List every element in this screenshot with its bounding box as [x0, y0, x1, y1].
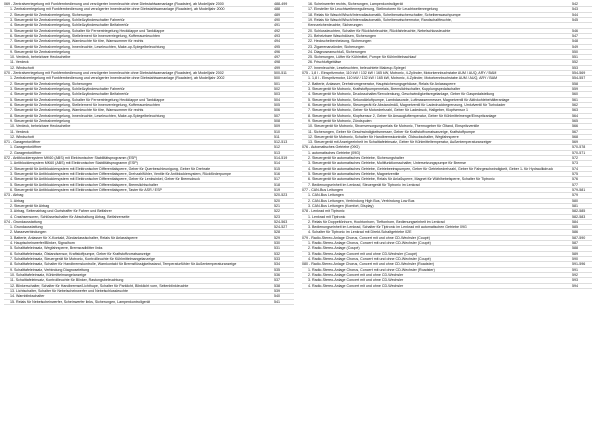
toc-entry-title: 14. Warnblinkschalter — [10, 294, 45, 299]
toc-entry-title: 3. Steuergerät für automatisches Getriebe, Multifunktionsschalter, Untersetzungspumpe für Bremse — [308, 161, 467, 166]
toc-page — [4, 2, 596, 422]
toc-entry-page: 544 — [572, 12, 578, 17]
toc-entry-page: 505 — [274, 102, 280, 107]
toc-entry-title: 2. Steuergerät für automatisches Getriebe, Sicherungshalter — [308, 156, 404, 161]
toc-entry-title: 23. Zigarrenanzünder, Sicherungen — [308, 44, 365, 49]
toc-entry-page: 572 — [572, 156, 578, 161]
toc-entry-title: 9. Steuergerät für Zentralverriegelung — [10, 118, 70, 123]
toc-entry-title: 071 - Garagentoröffner — [4, 140, 41, 145]
toc-entry-page: 532 — [274, 251, 280, 256]
toc-entry-title: 1. Airbag — [10, 198, 25, 203]
toc-entry-page: 576 — [572, 177, 578, 182]
toc-entry-page: 549 — [572, 44, 578, 49]
toc-entry-page: 541 — [274, 299, 280, 304]
toc-entry-page: 558 — [572, 81, 578, 86]
toc-entry-page: 500 — [274, 76, 280, 81]
toc-entry-page: 589 — [572, 251, 578, 256]
toc-entry-page: 561 — [572, 97, 578, 102]
toc-entry-title: 3. Batterie, Anlasser für X-Kontakt, Zündanlasslschalter, Relais für Anlasslsperre — [10, 235, 138, 240]
toc-entry-title: 12. Blinkerschalter, Schalter für Handbremse/Lichthupe, Schalter für Parklicht, Blinklicht vorn, Seitenblinkleuchte — [10, 283, 189, 288]
toc-entry-title: 1. automatisches Getriebe (09G) — [308, 150, 361, 155]
toc-entry-page: 587 — [572, 241, 578, 246]
toc-entry-page: 563 — [572, 108, 578, 113]
toc-entry-page: 513 — [274, 150, 280, 155]
toc-entry-page: 514-519 — [274, 156, 288, 161]
toc-entry-page: 579 — [572, 193, 578, 198]
toc-entry-page: 496 — [274, 49, 280, 54]
toc-entry-title: 18. Relais für Wasch/Wisch/Intervallautomatik, Scheibenwischerschalter, Scheibenwaschpumpe — [308, 12, 461, 17]
toc-entry-page: 573 — [572, 161, 578, 166]
toc-entry-title: 4. Radio-Stereo-Anlage Concert mit und ohne CD-Wechsler — [308, 283, 404, 288]
toc-entry-title: 1. Radio-Stereo-Anlage Chorus, Concert mit und ohne CD-Wechsler (Roadster) — [308, 267, 435, 272]
toc-entry-page: 517 — [274, 177, 280, 182]
toc-entry-title: 3. Steuergerät für Antiblockiersystem mit Elektronischer Differentialsperre, Drehzahlfühler, Ventile für Antiblockiersystem, Rückförderpumpe — [10, 172, 232, 176]
toc-entry-title: 5. Steuergerät für Motronic, Sekundärluftpumpe, Lambdasonde, Luftmassenmesser, Magnetventil für Aktivkohlebehälteranlage — [308, 97, 510, 102]
toc-entry-page: 582-585 — [572, 209, 586, 214]
toc-entry-title: 6. Steuergerät für Zentralverriegelung, Stellelement für Innenverriegelung, Kofferraumleuchten — [10, 33, 160, 38]
toc-entry-page: 579-581 — [572, 187, 586, 192]
toc-entry-title: 1. Zentralverriegelung mit Funkfernbedienung und verzögerter Innenleuchte ohne Diebstahlwarnanlage (Roadster), ab Modelljahr 2000 — [10, 7, 225, 12]
toc-entry-title: 5. Steuergerät für automatisches Getriebe, Magnetventile — [308, 172, 400, 176]
toc-entry-page: 518 — [274, 182, 280, 187]
toc-entry-title: Kennzeichenleuchte, Sicherungen — [308, 23, 363, 28]
toc-entry-title: 5. Steuergerät für Antiblockiersystem mit Elektronischer Differentialsperre, Bremslichtschalter — [10, 182, 158, 187]
toc-entry-page: 503 — [274, 92, 280, 97]
toc-entry-page: 554-557 — [572, 76, 586, 81]
toc-entry-title: 11. Sicherungen, Geber für Geschwindigkeitsmesser, Geber für Kraftstoffvorratsanzeige, Kraftstoffpumpe — [308, 129, 475, 134]
toc-entry-title: 072 - Antiblockiersystem MK60 (ABS) mit Elektronischer Stabilitätsprogramm (ESP) — [4, 156, 138, 161]
toc-entry-title: 2. Steuergerät für Zentralverriegelung, Sicherungen — [10, 81, 93, 86]
toc-entry-title: 4. Steuergerät für Zentralverriegelung, Schließzylinderschalter Beifahrertür — [10, 23, 129, 28]
toc-entry-page: 524-527 — [274, 225, 288, 230]
toc-entry-page: 570-571 — [572, 150, 586, 155]
toc-entry-page: 588 — [572, 246, 578, 251]
toc-entry-title: 26. Frischluftgebläse — [308, 60, 342, 65]
toc-entry-page: 553 — [572, 65, 578, 70]
toc-entry-title: 080 - Radio-Stereo-Anlage Chorus, Concert mit und ohne CD-Wechsler (Roadster) — [302, 262, 434, 267]
toc-entry-title: 6. Schalttafeleinsatz, Ölstandsensor, Kraftstoffpumpe, Geber für Kraftstoffvorratsanzeige — [10, 251, 151, 256]
toc-entry-page: 533 — [274, 257, 280, 261]
toc-entry-title: 3. Steuergerät für Motronic, Kraftstoffpumpenrelais, Bremslichtschalter, Kupplungspedalschalter — [308, 87, 461, 91]
toc-entry-title: 079 - Radio-Stereo-Anlage Chorus, Concert mit und ohne CD-Wechsler (Coupé) — [302, 235, 430, 240]
toc-entry-page: 499 — [274, 65, 280, 70]
toc-entry-page: 491 — [274, 23, 280, 28]
toc-entry-title: 4. Steuergerät für Zentralverriegelung, Schließzylinderschalter Beifahrertür — [10, 92, 129, 97]
toc-entry-title: 6. Steuergerät für Antiblockiersystem mit Elektronischer Differentialsperre, Taster für ASR / ESP — [10, 187, 162, 192]
toc-entry-page: 575 — [572, 172, 578, 176]
toc-entry-page: 584 — [572, 219, 578, 224]
toc-entry-page: 574 — [572, 166, 578, 171]
toc-entry-title: 3. Bedienungseinheit im Lenkrad, Schalter für Tiptronic im Lenkrad mit automatischen Getriebe 09G — [308, 225, 467, 230]
toc-entry-page: 543 — [572, 7, 578, 12]
toc-entry-page: 534 — [274, 262, 280, 267]
toc-entry-page: 492 — [274, 28, 280, 33]
toc-entry-title: 10. Verdeck, beheizbare Heckscheibe — [10, 55, 71, 60]
toc-entry-page: 592 — [572, 272, 578, 277]
toc-entry-page: 560 — [572, 92, 578, 97]
toc-entry-page: 591-596 — [572, 262, 586, 267]
toc-entry-title: 3. Airbag, Seitenairbag und Gurtstraffer für Fahrer und Beifahrer — [10, 209, 112, 214]
toc-entry-title: 077 - CAN-Bus Leitungen — [302, 187, 343, 192]
toc-entry-page: 511 — [274, 134, 280, 139]
toc-entry-title: 7. Steuergerät für Zentralverriegelung, Warnleuchte für tiire, Warnsummer für rechts — [10, 39, 144, 44]
toc-entry-title: 1. Grundausstattung — [10, 225, 43, 230]
toc-entry-page: 593 — [572, 278, 578, 283]
toc-entry-page: 566 — [572, 124, 578, 129]
toc-entry-title: 11. Schalttafeleinsatz, Kontrollleuchte für Blinker, Rastungsbeleuchtung — [10, 278, 124, 283]
toc-entry-page: 585 — [572, 225, 578, 230]
toc-entry-title: 3. Radio-Stereo-Anlage Concert mit und ohne CD-Wechsler — [308, 278, 404, 283]
toc-entry-title: 8. Steuergerät für Motronic, Klopfsensor 2, Geber für Ansaugluftemperatur, Geber für Kühlmittelmenge/Einspritzanlage — [308, 113, 497, 118]
toc-entry-title: 6. Steuergerät für Motronic, Steuergerät für Abstandmäß, Magnetventil für Ladedruckbegrenzung, Umlufventil für Turbolader — [308, 102, 506, 107]
toc-entry-title: 7. Bedienungseinheit im Lenkrad, Steuergerät für Tiptronic im Lenkrad — [308, 182, 420, 187]
toc-entry-title: 069 - Zentralverriegelung mit Funkfernbedienung und verzögerter Innenleuchte ohne Diebstahlwarnanlage (Roadster), ab Modelljahr 2000 — [4, 2, 224, 6]
toc-entry-title: 10. Schalttafeleinsatz, Kühlmittelmangelanzeige — [10, 272, 87, 277]
toc-entry-page: 520-523 — [274, 193, 288, 198]
toc-entry-page: 545 — [572, 17, 578, 22]
toc-entry-title: 10. Verdeck, beheizbare Heckscheibe — [10, 124, 71, 129]
toc-column-left — [4, 2, 294, 305]
toc-entry-page: 582-583 — [572, 214, 586, 219]
toc-entry-page: 586 — [572, 230, 578, 235]
toc-entry-title: 3. Radio-Stereo-Anlage Concert mit und ohne CD-Wechsler (Coupé) — [308, 251, 418, 256]
toc-entry-title: 6. Steuergerät für Zentralverriegelung, Stellelement für Innenverriegelung, Kofferraumleuchten — [10, 102, 160, 107]
toc-entry-page: 502 — [274, 87, 280, 91]
toc-entry-page: 504 — [274, 97, 280, 102]
toc-entry-page: 498 — [274, 60, 280, 65]
toc-entry-page: 519 — [274, 187, 280, 192]
toc-entry-title: 075 - 1,8 l - Einspritzmotor, 110 kW / 132 kW / 165 kW, Motronic, 4-Zylinder, Motorkennbuchstabe AUM / AUQ, ARY / BAM — [302, 71, 497, 76]
toc-entry-page: 540 — [274, 294, 280, 299]
toc-entry-page: 507 — [274, 113, 280, 118]
toc-entry-page: 570-578 — [572, 145, 586, 150]
toc-entry-page: 515 — [274, 166, 280, 171]
toc-entry-title: 10. Steuergerät für Motronic, Stromversorgungsrelais für Motronic, Thermogeber für Öltand, Einspritzventile — [308, 124, 480, 129]
toc-entry-title: 6. Steuergerät für automatisches Getriebe, Relais für Anlaßsperre, Magnet für Wählhebelsperre, Schalter für Tiptronic — [308, 177, 495, 182]
toc-entry-title: 15. Relais für Nebelscheinwerfer, Scheinwerfer links, Sicherungen, Lampenkontrollgerät — [10, 299, 150, 304]
toc-entry-title: 7. Steuergerät für Motronic, Geber für Motordrehzahl, Geber für Ladedruck, Hallgeber, Klopfsensor 1 — [308, 108, 469, 113]
toc-entry-title: 11. Verdeck — [10, 60, 29, 65]
toc-entry-page: 520 — [274, 198, 280, 203]
toc-entry-title: 11. Verdeck — [10, 129, 29, 134]
toc-entry-title: 5. Schalttafeleinsatz, Wegfahrsperre, Bremsradblitter links — [10, 246, 103, 251]
toc-entry-page: 500-511 — [274, 71, 287, 76]
toc-entry-page: 529 — [274, 235, 280, 240]
toc-entry-title: 2. CAN-Bus Leitungen, Verbindung High Bus, Verbindung Low Bus — [308, 198, 415, 203]
toc-entry-title: 4. Steuergerät für Antiblockiersystem mit Elektronischer Differentialsperre, Geber für Lenkwinkel, Geber für Bremsdruck — [10, 177, 200, 182]
toc-entry-page: 535 — [274, 267, 280, 272]
toc-column-right — [302, 2, 592, 289]
toc-entry-page: 489 — [274, 12, 280, 17]
toc-entry-page: 508 — [274, 118, 280, 123]
toc-entry-page: 550 — [572, 49, 578, 54]
toc-entry-page: 546 — [572, 28, 578, 33]
toc-entry-title: 3. Steuergerät für Zentralverriegelung, Schließzylinderschalter Fahrertür — [10, 87, 125, 91]
toc-entry-title: 9. Steuergerät für Zentralverriegelung — [10, 49, 70, 54]
toc-entry-title: 1. Zentralverriegelung mit Funkfernbedienung und verzögerter Innenleuchte ohne Diebstahlwarnanlage (Roadster), ab Modelljahr 2002 — [10, 76, 225, 81]
toc-entry-title: 1. 1,8 l - Einspritzmotor, 110 kW / 132 kW / 165 kW, Motronic, 4-Zylinder, Motorkennbuchstabe AUM / AUQ, ARY / BAM — [308, 76, 498, 81]
toc-entry-title: 2. Steuergerät für Zentralverriegelung, Sicherungen — [10, 12, 93, 17]
toc-entry-page: 495 — [274, 44, 280, 49]
toc-entry-title: 9. Schalttafeleinsatz, Verbindung Diagnoseleitung — [10, 267, 90, 272]
toc-entry-page: 531 — [274, 246, 280, 251]
toc-entry-page: 564 — [572, 113, 578, 118]
toc-entry-title: 073 - Airbag — [4, 193, 24, 198]
toc-entry-title: 5. Steuergerät für Zentralverriegelung, Schalter für Fernentriegelung Heckklappe und Tankklappe — [10, 97, 165, 102]
toc-entry-title: 074 - Grundausstattung — [4, 219, 42, 224]
toc-entry-title: 21. Beheizbare Waschdüsen, Sicherungen — [308, 33, 376, 38]
toc-entry-title: 4. Hauptscheinwerfer/Blinker, Signalhorn — [10, 241, 75, 246]
toc-subentry — [4, 300, 294, 305]
toc-entry-page: 559 — [572, 87, 578, 91]
toc-entry-page: 539 — [274, 288, 280, 293]
toc-entry-page: 594 — [572, 283, 578, 288]
toc-entry-page: 565 — [572, 118, 578, 123]
toc-entry-page: 514 — [274, 161, 280, 166]
toc-entry-page: 488-499 — [274, 2, 288, 6]
toc-entry-title: 3. CAN-Bus Leitungen (Komfort, Display) — [308, 203, 374, 208]
toc-entry-title: 078 - Lenkrad mit Tiptronic — [302, 209, 345, 214]
toc-entry-page: 523 — [274, 214, 280, 219]
toc-entry-page: 537 — [274, 278, 280, 283]
toc-entry-title: 076 - Automatisches Getriebe (09G) — [302, 145, 360, 150]
toc-entry-title: 3. Steuergerät für Zentralverriegelung, Schließzylinderschalter Fahrertür — [10, 17, 125, 22]
toc-entry-page: 530 — [274, 241, 280, 246]
toc-entry-title: 2. Relais für Doppeltönhorn, Hochtonhorn, Tieftonhorn, Bedienungseinheit im Lenkrad — [308, 219, 445, 224]
toc-entry-title: 12. Windschott — [10, 65, 34, 70]
toc-entry-page: 528 — [274, 230, 280, 235]
toc-entry-page: 509 — [274, 124, 280, 129]
toc-entry-title: 8. Steuergerät für Zentralverriegelung, Innenleuchte, Leseleuchten, Make-up-Spiegelbeleuchtung — [10, 44, 165, 49]
toc-entry-title: 13. Lichtschalter, Schalter für Nebelscheinwerfer und Nebelschlussleuchte — [10, 288, 129, 293]
toc-entry-page: 569 — [572, 140, 578, 145]
toc-entry-title: 2. Masseverbindungen — [10, 230, 47, 235]
toc-entry-page: 551 — [572, 55, 578, 60]
toc-entry-page: 587-590 — [572, 235, 586, 240]
toc-entry-page: 521 — [274, 203, 280, 208]
toc-entry-title: 16. Scheinwerfer rechts, Sicherungen, Lampenkontrollgerät — [308, 2, 403, 6]
toc-entry-title: 1. Lenkrad mit Tiptronic — [308, 214, 346, 219]
toc-entry-title: 17. Einsteller für Leuchtweitenregulierung, Stellmotoren für Leuchtweitenregelung — [308, 7, 438, 12]
toc-entry-page: 590 — [572, 257, 578, 261]
toc-entry-page: 536 — [274, 272, 280, 277]
toc-entry-title: 22. Heckscheibenheizung, Sicherungen — [308, 39, 372, 44]
toc-entry-page: 510 — [274, 129, 280, 134]
toc-entry-title: 2. Batterie, Anlasser, Drehstromgenerator, Hauptsicherungsgehäuse, Relais für Anlasssperre — [308, 81, 456, 86]
toc-entry-title: 24. Diagnoseanschluß, Sicherungen — [308, 49, 366, 54]
toc-entry-page: 567 — [572, 129, 578, 134]
toc-entry-title: 070 - Zentralverriegelung mit Funkfernbedienung und verzögerter Innenleuchte ohne Diebstahlwarnanlage (Roadster), ab Modelljahr 2002 — [4, 71, 224, 76]
toc-entry-title: 5. Steuergerät für Zentralverriegelung, Schalter für Fernentriegelung Heckklappe und Tankklappe — [10, 28, 165, 33]
toc-entry-title: 8. Schalttafeleinsatz, Schalter für Handbremskontrolle, Warnkontakt für Bremsflüssigkeitsstand, Temperaturfühler für Außentemperaturanzeige — [10, 262, 237, 267]
toc-entry-page: 494 — [274, 39, 280, 44]
toc-entry-page: 522 — [274, 209, 280, 214]
toc-entry-title: 4. Steuergerät für Motronic, Drucksschalter/Servolenkung, Geschwindigkeitsregelanlage, Geber für Gaspedalstellung — [308, 92, 495, 97]
toc-entry-page: 552 — [572, 60, 578, 65]
toc-entry-title: 7. Schalttafeleinsatz, Steuergerät für Motronic, Kontrollleuchte für Kühlmittelmangelanzeige — [10, 257, 156, 261]
toc-entry-title: 8. Steuergerät für Zentralverriegelung, Innenleuchte, Leseleuchten, Make-up-Spiegelbeleuchtung — [10, 113, 165, 118]
toc-entry-page: 524-563 — [274, 219, 288, 224]
toc-entry-title: 9. Steuergerät für Motronic, Zündspulen — [308, 118, 372, 123]
toc-entry-page: 568 — [572, 134, 578, 139]
toc-entry-title: 2. Steuergerät für Airbag — [10, 203, 50, 208]
toc-entry-title: 1. Radio-Stereo-Anlage Chorus, Concert mit und ohne CD-Wechsler (Coupé) — [308, 241, 431, 246]
toc-entry-page: 538 — [274, 283, 280, 288]
toc-entry-page: 490 — [274, 17, 280, 22]
toc-entry-page: 506 — [274, 108, 280, 113]
toc-entry-page: 562 — [572, 102, 578, 107]
toc-entry-page: 488 — [274, 7, 280, 12]
toc-entry-title: 1. Garagentoröffner — [10, 145, 42, 150]
toc-entry-title: 12. Steuergerät für Motronic, Schalter für Handbremskontrolle, Öldruckschalter, Wegfahrsperre — [308, 134, 459, 139]
toc-entry-page: 591 — [572, 267, 578, 272]
toc-entry-title: 19. Relais für Wasch/Wisch/Intervallautomatik, Scheibenwischermotor, Randschaltfeuchte, — [308, 17, 452, 22]
toc-entry-page: 497 — [274, 55, 280, 60]
toc-entry-page: 577 — [572, 182, 578, 187]
toc-subentry — [302, 284, 592, 289]
toc-entry-title: 2. Radio-Stereo-Anlage (Coupé) — [308, 246, 360, 251]
toc-entry-title: 2. Radio-Stereo-Anlage Concert mit und ohne CD-Wechsler — [308, 272, 404, 277]
toc-entry-page: 512-513 — [274, 140, 288, 145]
toc-entry-page: 548 — [572, 39, 578, 44]
toc-entry-page: 554-569 — [572, 71, 586, 76]
toc-entry-title: 27. Innenleuchte, Leseleuchten, beleuchtete Makeup-Spiegel — [308, 65, 406, 70]
toc-entry-title: 13. Steuergerät mit Anzeigeeinheit im Schalttafeleinsatz, Geber für Kühlmitteltemperatur, Außentemperaturanzeiger — [308, 140, 492, 145]
toc-entry-title: 4. Crashsensoren, Schlüsselschalter für Abschaltung Airbag, Beifahrerseite — [10, 214, 130, 219]
toc-entry-page: 580 — [572, 198, 578, 203]
toc-entry-title: 4. Schalter für Tiptronic im Lenkrad mit Direkt-Schaltgetriebe 02E — [308, 230, 412, 235]
toc-entry-page: 501 — [274, 81, 280, 86]
toc-entry-title: 4. Radio-Stereo-Anlage Chorus, Concert mit und ohne CD-Wechsler (Coupé) — [308, 257, 431, 261]
toc-entry-title: 1. Antiblockiersystem MK60 (ABS) mit Elektronischer Stabilitätsprogramm (ESP) — [10, 161, 138, 166]
toc-entry-title: 25. Sicherungen, Lüfter für Kühlmittel, Pumpe für Kühlmittelnachlauf — [308, 55, 417, 60]
toc-entry-title: 2. Steuergerät für Antiblockiersystem mit Elektronischer Differentialsperre, Geber für Querbeschleunigung, Geber für Drehrate — [10, 166, 211, 171]
toc-entry-page: 547 — [572, 33, 578, 38]
toc-entry-page: 542 — [572, 2, 578, 6]
toc-entry-page: 581 — [572, 203, 578, 208]
toc-entry-page: 516 — [274, 172, 280, 176]
toc-entry-title: 20. Schlussleuchten, Schalter für Rückfahrleuchte, Rückfahrleuchte, Nebelschlussleuchte — [308, 28, 451, 33]
toc-entry-title: 2. Garagentoröffner — [10, 150, 42, 155]
toc-entry-page: 512 — [274, 145, 280, 150]
toc-entry-title: 4. Steuergerät für automatisches Getriebe, Getriebeeinspumpen, Geber für Getriebedrehzahl, Geber für Fahrgeschwindigkeit, Geber 1- für Hydraulikdruck — [308, 166, 554, 171]
toc-entry-title: 7. Steuergerät für Zentralverriegelung, Warnleuchte für tiire, Warnsummer für rechts — [10, 108, 144, 113]
toc-entry-title: 1. CAN-Bus Leitungen — [308, 193, 344, 198]
toc-entry-page: 493 — [274, 33, 280, 38]
toc-entry-title: 12. Windschott — [10, 134, 34, 139]
